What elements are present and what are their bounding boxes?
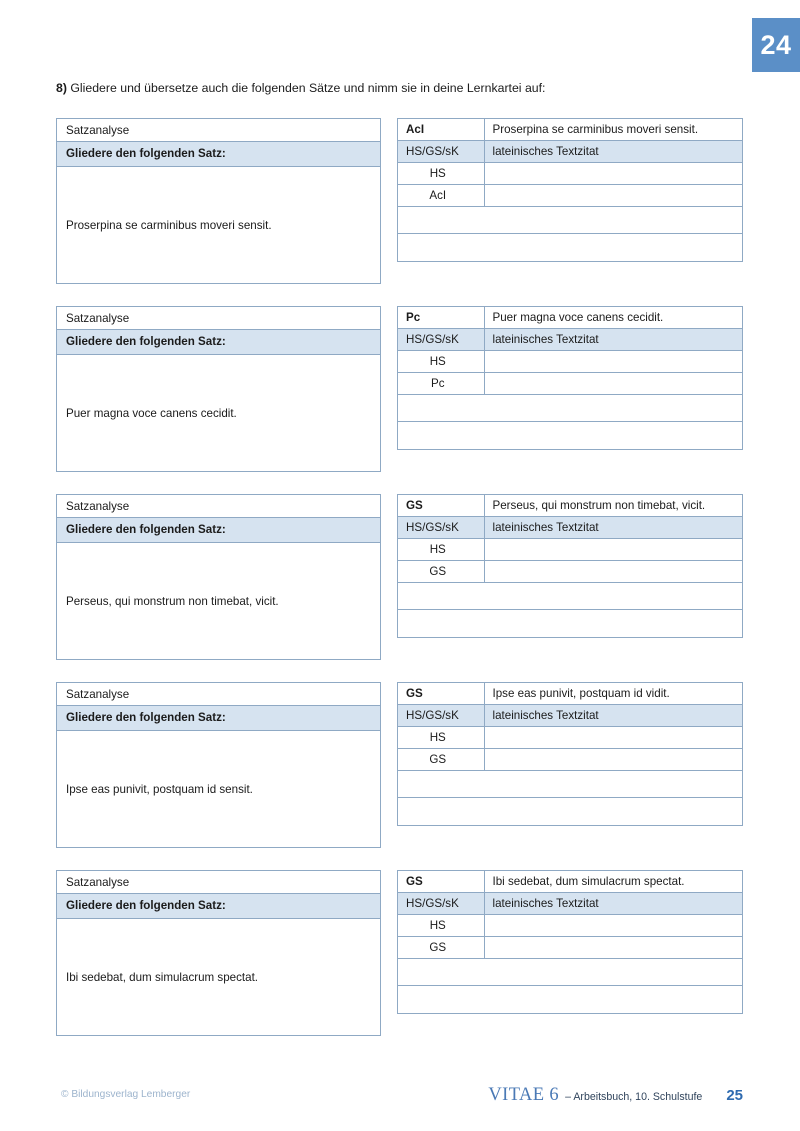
table-row-blank — [398, 234, 742, 261]
satzanalyse-card — [56, 870, 381, 1036]
table-row-type — [398, 495, 742, 517]
analysis-blank-input[interactable] — [398, 986, 742, 1013]
analysis-blank-input[interactable] — [398, 959, 742, 986]
analysis-blank-input[interactable] — [398, 771, 742, 798]
analysis-sub-input[interactable] — [484, 727, 742, 749]
satzanalyse-card-sentence: Puer magna voce canens cecidit. — [66, 406, 237, 420]
analysis-sub-input[interactable] — [484, 185, 742, 207]
exercise-instruction — [56, 80, 756, 97]
analysis-sub-input[interactable] — [484, 351, 742, 373]
analysis-sub-input[interactable] — [484, 163, 742, 185]
analysis-table — [397, 118, 743, 262]
satzanalyse-card-sentence: Ipse eas punivit, postquam id sensit. — [66, 782, 253, 796]
table-row-sub — [398, 749, 742, 771]
analysis-table — [397, 306, 743, 450]
table-row-type — [398, 871, 742, 893]
table-row-type — [398, 307, 742, 329]
analysis-sub-input[interactable] — [484, 539, 742, 561]
analysis-type-sentence: Ibi sedebat, dum simulacrum spectat. — [484, 871, 742, 893]
table-row-blank — [398, 959, 742, 986]
table-row-sub — [398, 539, 742, 561]
analysis-blank-input[interactable] — [398, 395, 742, 422]
analysis-category-value: lateinisches Textzitat — [484, 893, 742, 915]
analysis-sub-label: GS — [398, 561, 484, 583]
table-row-type — [398, 683, 742, 705]
table-row-sub — [398, 163, 742, 185]
analysis-sub-input[interactable] — [484, 373, 742, 395]
analysis-type-label: Pc — [398, 307, 484, 329]
table-row-categories — [398, 893, 742, 915]
analysis-category-label: HS/GS/sK — [398, 705, 484, 727]
satzanalyse-card-sentence: Ibi sedebat, dum simulacrum spectat. — [66, 970, 259, 984]
analysis-type-sentence: Ipse eas punivit, postquam id vidit. — [484, 683, 742, 705]
exercise-block — [0, 306, 800, 494]
analysis-table — [397, 494, 743, 638]
table-row-sub — [398, 561, 742, 583]
analysis-sub-label: HS — [398, 727, 484, 749]
satzanalyse-card-sentence: Proserpina se carminibus moveri sensit. — [66, 218, 272, 232]
analysis-type-sentence: Puer magna voce canens cecidit. — [484, 307, 742, 329]
table-row-sub — [398, 727, 742, 749]
analysis-type-label: GS — [398, 683, 484, 705]
table-row-categories — [398, 141, 742, 163]
page-footer — [0, 1085, 800, 1109]
exercise-instruction-text: Gliedere und übersetze auch die folgenden Sätze und nimm sie in deine Lernkartei auf: — [66, 81, 546, 95]
exercise-block — [0, 870, 800, 1058]
analysis-sub-input[interactable] — [484, 749, 742, 771]
analysis-category-label: HS/GS/sK — [398, 517, 484, 539]
analysis-table — [397, 682, 743, 826]
exercise-block — [0, 682, 800, 870]
satzanalyse-card-title: Satzanalyse — [57, 119, 380, 142]
satzanalyse-card-prompt: Gliedere den folgenden Satz: — [57, 894, 380, 919]
analysis-category-value: lateinisches Textzitat — [484, 329, 742, 351]
table-row-sub — [398, 937, 742, 959]
table-row-blank — [398, 610, 742, 637]
analysis-category-label: HS/GS/sK — [398, 329, 484, 351]
analysis-category-value: lateinisches Textzitat — [484, 705, 742, 727]
table-row-sub — [398, 915, 742, 937]
analysis-blank-input[interactable] — [398, 798, 742, 825]
analysis-category-label: HS/GS/sK — [398, 893, 484, 915]
table-row-blank — [398, 771, 742, 798]
table-row-categories — [398, 329, 742, 351]
satzanalyse-card-prompt: Gliedere den folgenden Satz: — [57, 330, 380, 355]
satzanalyse-card-prompt: Gliedere den folgenden Satz: — [57, 518, 380, 543]
table-row-blank — [398, 798, 742, 825]
satzanalyse-card-title: Satzanalyse — [57, 683, 380, 706]
exercise-number: 8) — [56, 81, 67, 95]
table-row-sub — [398, 185, 742, 207]
footer-copyright: © Bildungsverlag Lemberger — [61, 1089, 191, 1100]
table-row-blank — [398, 422, 742, 449]
analysis-type-sentence: Perseus, qui monstrum non timebat, vicit. — [484, 495, 742, 517]
analysis-sub-label: GS — [398, 749, 484, 771]
satzanalyse-card-sentence: Perseus, qui monstrum non timebat, vicit. — [66, 594, 279, 608]
analysis-blank-input[interactable] — [398, 583, 742, 610]
analysis-sub-label: AcI — [398, 185, 484, 207]
satzanalyse-card-prompt: Gliedere den folgenden Satz: — [57, 142, 380, 167]
analysis-blank-input[interactable] — [398, 207, 742, 234]
footer-series-info — [488, 1085, 743, 1106]
analysis-category-value: lateinisches Textzitat — [484, 517, 742, 539]
satzanalyse-card — [56, 682, 381, 848]
table-row-categories — [398, 705, 742, 727]
table-row-type — [398, 119, 742, 141]
chapter-page-badge — [752, 18, 800, 72]
table-row-categories — [398, 517, 742, 539]
analysis-sub-label: HS — [398, 351, 484, 373]
table-row-blank — [398, 986, 742, 1013]
analysis-blank-input[interactable] — [398, 234, 742, 261]
analysis-type-sentence: Proserpina se carminibus moveri sensit. — [484, 119, 742, 141]
chapter-page-badge-number: 24 — [760, 29, 792, 60]
table-row-blank — [398, 395, 742, 422]
analysis-sub-label: GS — [398, 937, 484, 959]
table-row-blank — [398, 207, 742, 234]
analysis-sub-label: HS — [398, 163, 484, 185]
footer-page-number: 25 — [726, 1087, 743, 1104]
satzanalyse-card — [56, 118, 381, 284]
table-row-sub — [398, 373, 742, 395]
satzanalyse-card-title: Satzanalyse — [57, 871, 380, 894]
analysis-sub-label: HS — [398, 539, 484, 561]
analysis-type-label: GS — [398, 495, 484, 517]
analysis-type-label: GS — [398, 871, 484, 893]
analysis-sub-label: HS — [398, 915, 484, 937]
analysis-blank-input[interactable] — [398, 610, 742, 637]
satzanalyse-card — [56, 306, 381, 472]
exercise-blocks — [0, 118, 800, 1058]
satzanalyse-card-title: Satzanalyse — [57, 307, 380, 330]
satzanalyse-card — [56, 494, 381, 660]
analysis-sub-input[interactable] — [484, 561, 742, 583]
analysis-category-label: HS/GS/sK — [398, 141, 484, 163]
analysis-sub-input[interactable] — [484, 915, 742, 937]
footer-series-subtitle: – Arbeitsbuch, 10. Schulstufe — [565, 1091, 703, 1103]
analysis-table — [397, 870, 743, 1014]
exercise-block — [0, 494, 800, 682]
satzanalyse-card-title: Satzanalyse — [57, 495, 380, 518]
analysis-type-label: AcI — [398, 119, 484, 141]
analysis-blank-input[interactable] — [398, 422, 742, 449]
analysis-category-value: lateinisches Textzitat — [484, 141, 742, 163]
table-row-blank — [398, 583, 742, 610]
analysis-sub-input[interactable] — [484, 937, 742, 959]
satzanalyse-card-prompt: Gliedere den folgenden Satz: — [57, 706, 380, 731]
footer-series-title: VITAE 6 — [488, 1085, 560, 1105]
exercise-block — [0, 118, 800, 306]
analysis-sub-label: Pc — [398, 373, 484, 395]
table-row-sub — [398, 351, 742, 373]
